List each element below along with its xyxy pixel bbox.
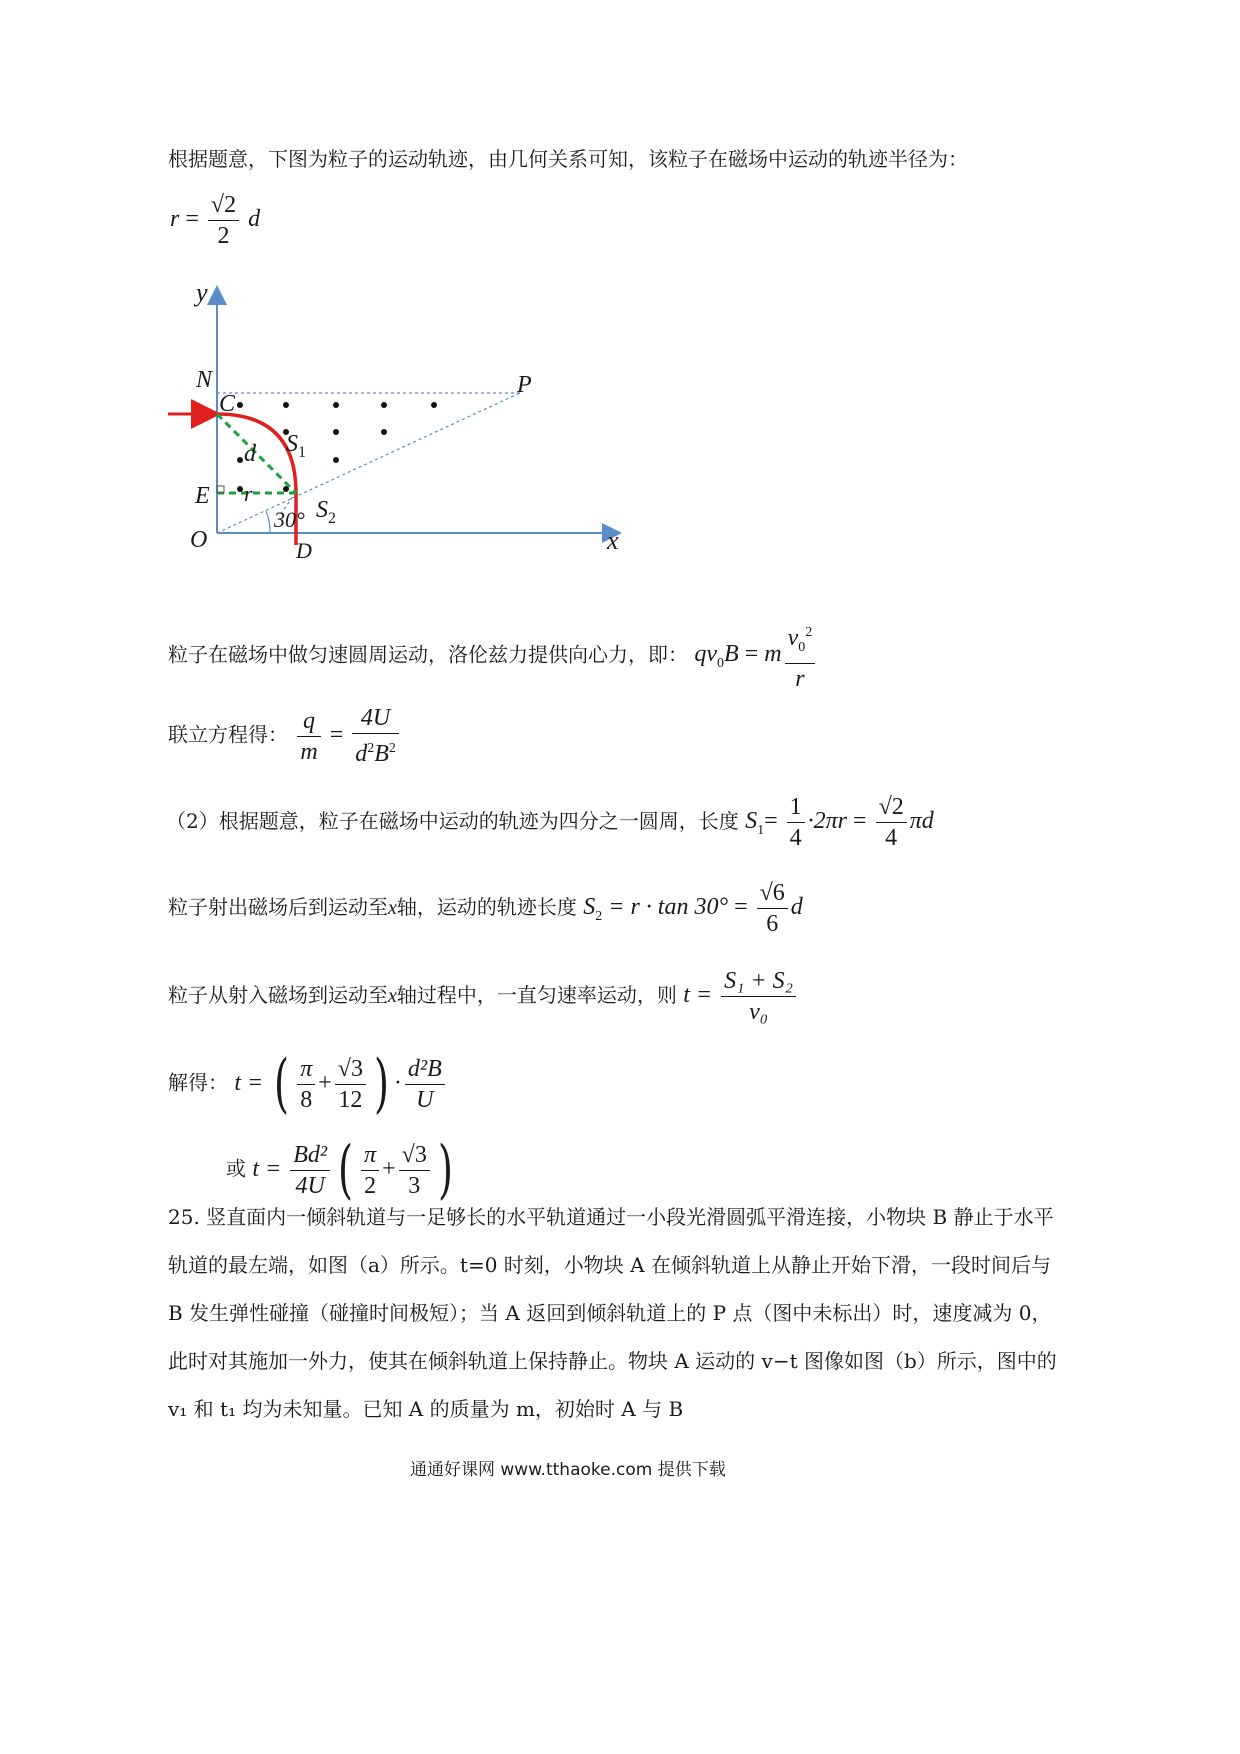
text-line-lorentz: 粒子在磁场中做匀速圆周运动，洛伦兹力提供向心力，即： $qv_0B = m$ $\frac{v_0^2}{r}$: [168, 618, 818, 694]
label-d: d: [244, 441, 256, 467]
text-line-part2: （2）根据题意，粒子在磁场中运动的轨迹为四分之一圆周，长度 $S_1=$ $\frac{1}{4}$ ·2πr = $\frac{√2}{4}$ πd: [166, 794, 934, 851]
radius-d-line: [217, 414, 296, 493]
label-N: N: [196, 367, 213, 393]
label-C: C: [219, 391, 236, 417]
text-line-combine: 联立方程得： $\frac{q}{m}$ = $\frac{4U}{d^2B^2}$: [168, 703, 402, 769]
text-line-solve: 解得： t = ( $\frac{\pi}{8}$ + $\frac{√3}{12}$ ) · $\frac{\text{d²B}}{U}$: [168, 1052, 448, 1116]
label-y: y: [196, 278, 208, 307]
equation-charge-mass-ratio: $\frac{q}{m}$ = $\frac{4U}{d^2B^2}$: [294, 722, 402, 748]
label-E: E: [195, 483, 210, 509]
label-S2: $S_2$: [316, 497, 336, 527]
page-footer: 通通好课网 www.tthaoke.com 提供下载: [410, 1460, 726, 1480]
text-line-solve-alt: 或 t = $\frac{\text{Bd²}}{4U}$ ( $\frac{\pi}{2}$ + $\frac{√3}{3}$ ): [226, 1138, 458, 1202]
trajectory-diagram: [160, 275, 650, 575]
equation-solution-1: t = ( $\frac{\pi}{8}$ + $\frac{√3}{12}$ ) · $\frac{\text{d²B}}{U}$: [234, 1070, 447, 1096]
equation-radius: r = $\frac{√2}{2}$ d: [170, 192, 261, 249]
label-x: x: [607, 526, 619, 555]
equation-s2: $S_2 = r \cdot \tan 30^\circ$ = $\frac{√6}{6}$ d: [583, 880, 803, 937]
problem-25-text: 25. 竖直面内一倾斜轨道与一足够长的水平轨道通过一小段光滑圆弧平滑连接，小物块 B 静止于水平轨道的最左端，如图（a）所示。t=0 时刻，小物块 A 在倾斜轨道上从静止开始下滑，一段时间后与 B 发生弹性碰撞（碰撞时间极短）；当 A 返回到倾斜轨道上的 P 点（图中未标出）时，速度减为 0，此时对其施加一外力，使其在倾斜轨道上保持静止。物块 A 运动的 v−t 图像如图（b）所示，图中的 v₁ 和 t₁ 均为未知量。已知 A 的质量为 m，初始时 A 与 B: [168, 1205, 1057, 1421]
label-r: r: [244, 481, 253, 506]
slant-boundary: [217, 393, 520, 533]
equation-time: t = $\frac{\text{S₁ + S₂}}{\text{v₀}}$: [683, 982, 799, 1008]
label-angle: 30°: [274, 507, 305, 532]
text-line-radius-intro: 根据题意，下图为粒子的运动轨迹，由几何关系可知，该粒子在磁场中运动的轨迹半径为：: [168, 147, 968, 171]
label-P: P: [517, 372, 532, 398]
label-O: O: [190, 527, 208, 553]
equation-s1: $S_1=$ $\frac{1}{4}$ ·2πr = $\frac{√2}{4}$ πd: [745, 794, 934, 851]
text-line-s2: 粒子射出磁场后到运动至x轴，运动的轨迹长度 $S_2 = r \cdot \tan 30^\circ$ = $\frac{√6}{6}$ d: [168, 880, 803, 937]
label-S1: $S_1$: [286, 431, 306, 461]
angle-arc: [266, 511, 270, 533]
text-line-time: 粒子从射入磁场到运动至x轴过程中，一直匀速率运动，则 t = $\frac{\text{S₁ + S₂}}{\text{v₀}}$: [168, 966, 799, 1027]
label-D: D: [296, 538, 312, 563]
equation-lorentz: $qv_0B = m$ $\frac{v_0^2}{r}$: [694, 641, 818, 667]
equation-solution-2: t = $\frac{\text{Bd²}}{4U}$ ( $\frac{\pi}{2}$ + $\frac{√3}{3}$ ): [252, 1133, 453, 1207]
magnetic-field-dots: [237, 402, 437, 492]
